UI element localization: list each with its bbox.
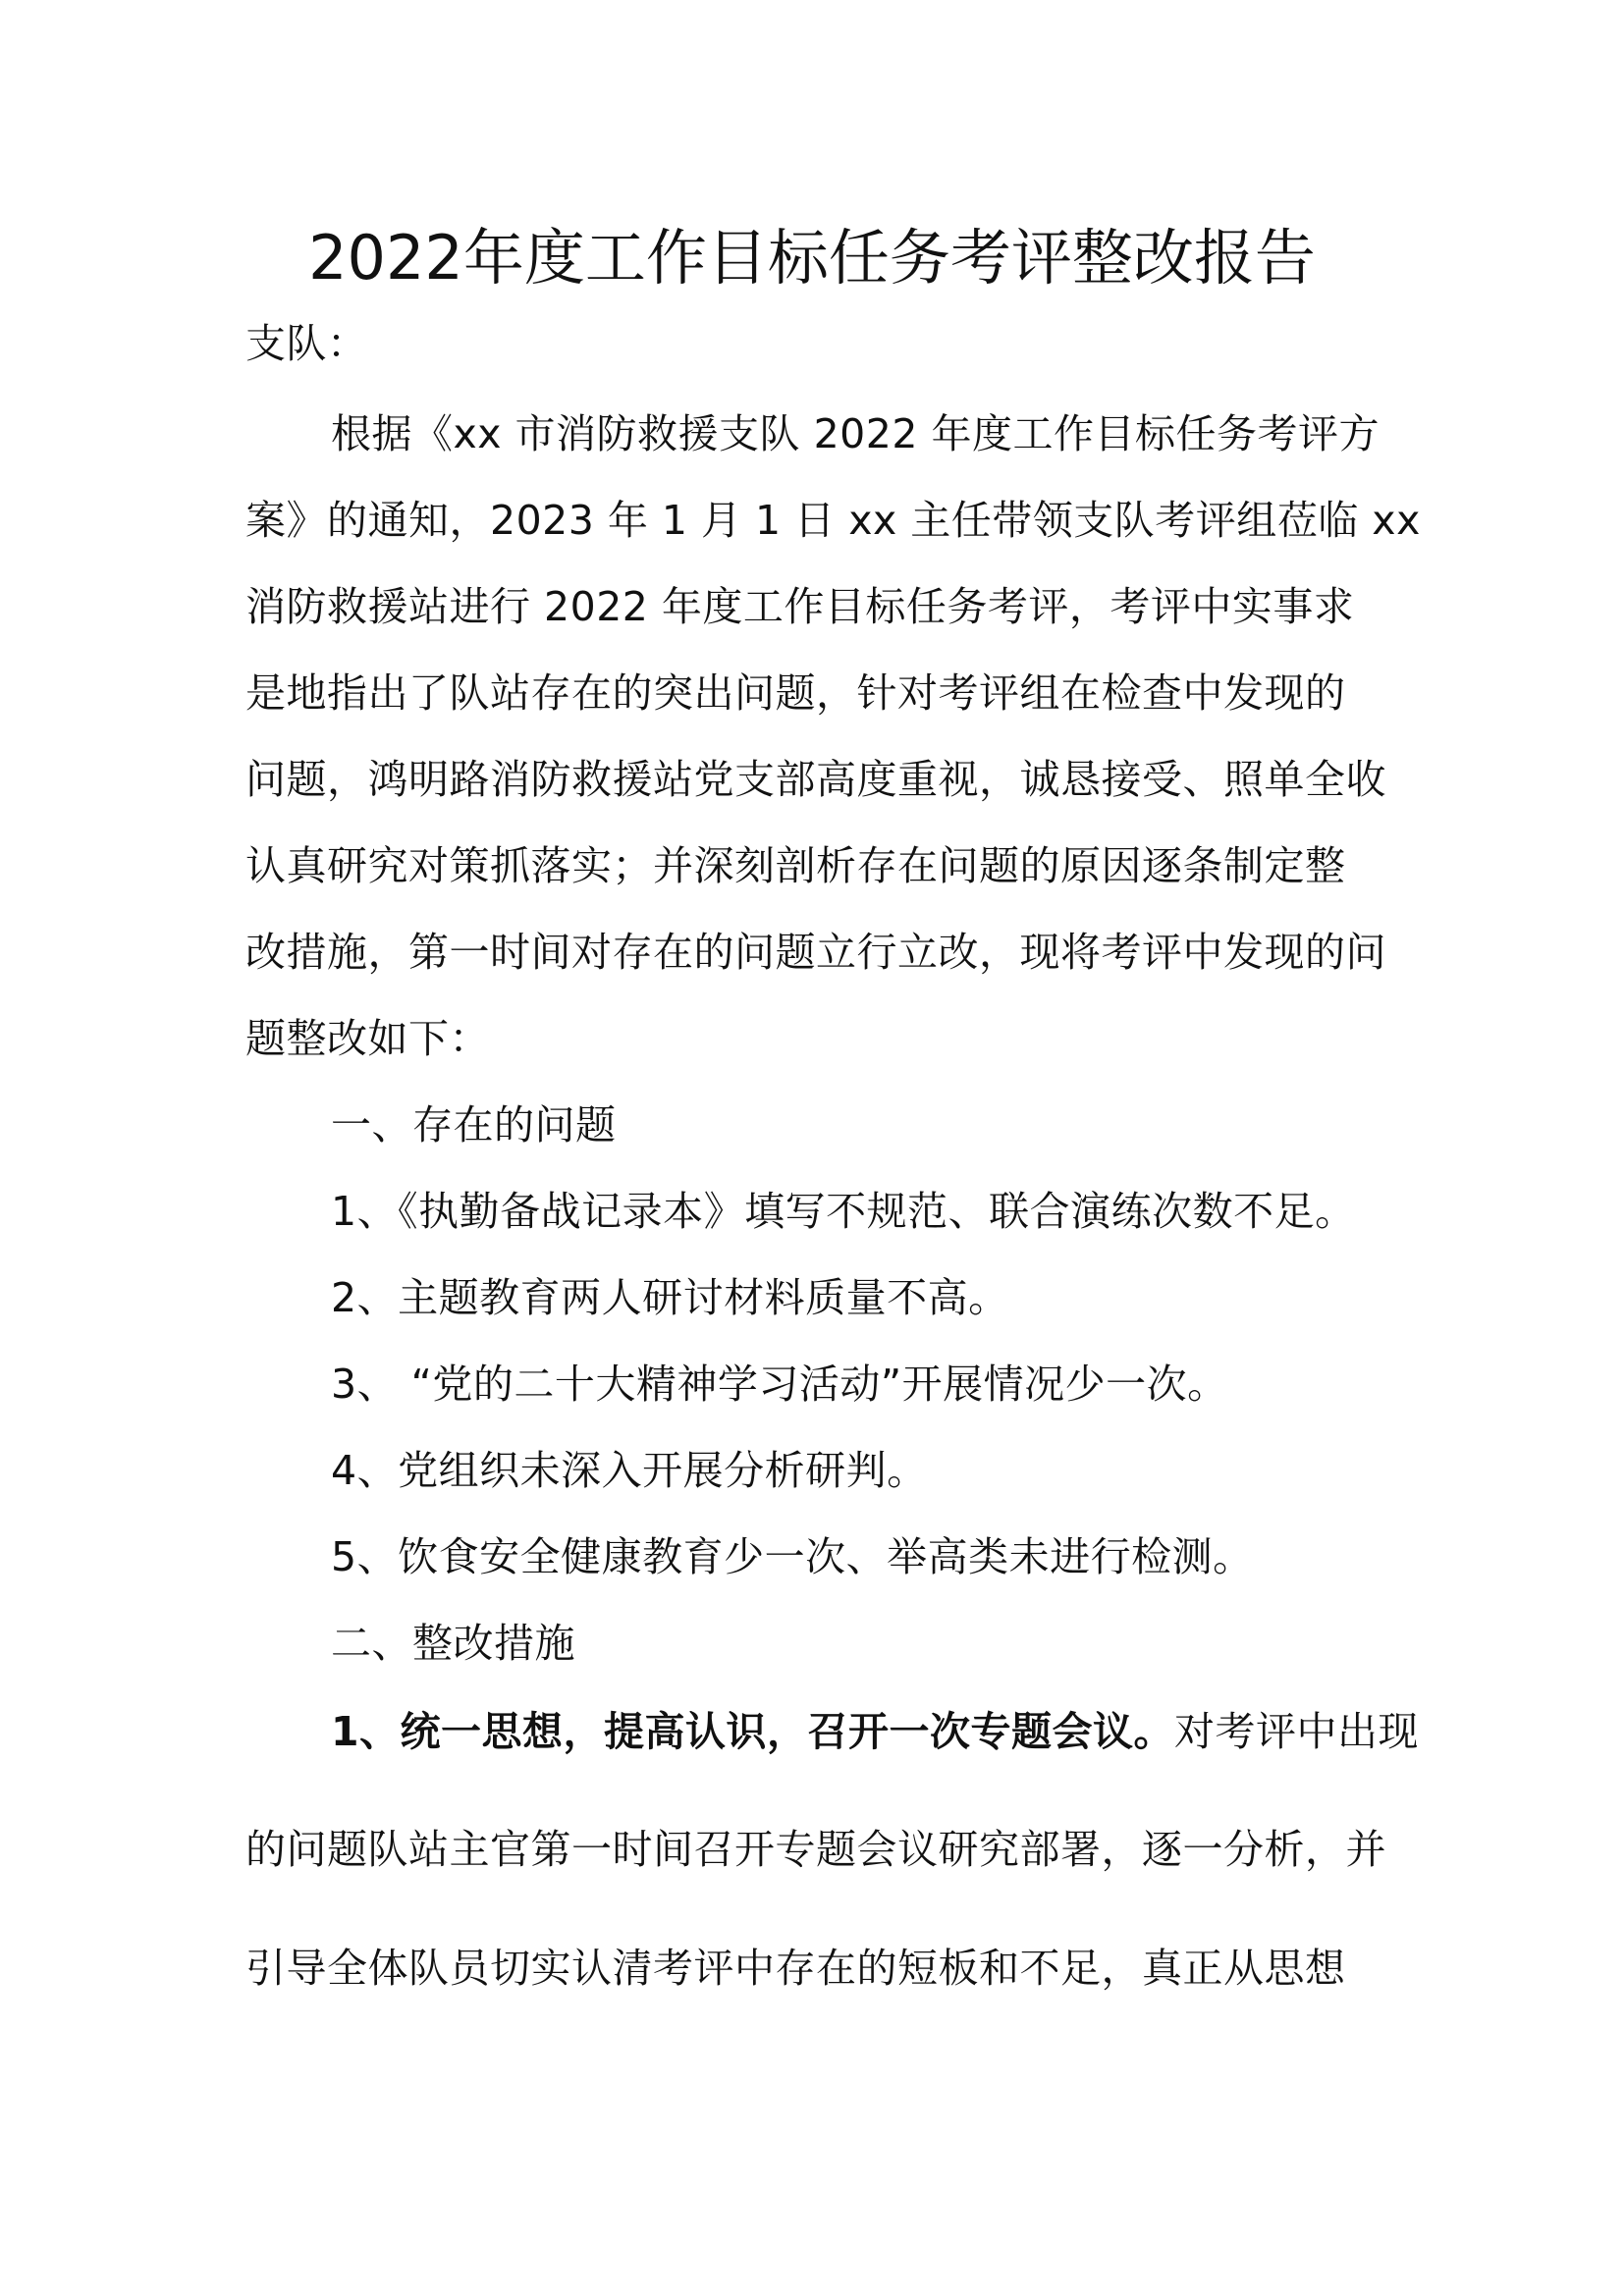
intro-line-2: 案》的通知，2023 年 1 月 1 日 xx 主任带领支队考评组莅临 xx	[245, 497, 1421, 544]
problem-item-1: 1、《执勤备战记录本》填写不规范、联合演练次数不足。	[331, 1188, 1356, 1235]
intro-line-8: 题整改如下：	[245, 1015, 490, 1062]
problem-item-3: 3、 “党的二十大精神学习活动”开展情况少一次。	[331, 1361, 1228, 1408]
document-title: 2022年度工作目标任务考评整改报告	[308, 222, 1316, 294]
measure-1-line-3: 引导全体队员切实认清考评中存在的短板和不足，真正从思想	[245, 1945, 1346, 1992]
intro-line-1: 根据《xx 市消防救援支队 2022 年度工作目标任务考评方	[331, 410, 1380, 457]
problem-item-2: 2、主题教育两人研讨材料质量不高。	[331, 1274, 1009, 1321]
measure-1-line-2: 的问题队站主官第一时间召开专题会议研究部署，逐一分析，并	[245, 1826, 1386, 1873]
intro-line-6: 认真研究对策抓落实；并深刻剖析存在问题的原因逐条制定整	[245, 842, 1346, 889]
section-heading-measures: 二、整改措施	[331, 1620, 575, 1667]
intro-line-7: 改措施，第一时间对存在的问题立行立改，现将考评中发现的问	[245, 929, 1386, 976]
problem-item-4: 4、党组织未深入开展分析研判。	[331, 1447, 928, 1494]
intro-line-4: 是地指出了队站存在的突出问题，针对考评组在检查中发现的	[245, 669, 1346, 717]
measure-1-first-line	[331, 1702, 1419, 1761]
section-heading-problems: 一、存在的问题	[331, 1101, 617, 1148]
intro-line-5: 问题，鸿明路消防救援站党支部高度重视，诚恳接受、照单全收	[245, 756, 1386, 803]
problem-item-5: 5、饮食安全健康教育少一次、举高类未进行检测。	[331, 1533, 1254, 1580]
intro-line-3: 消防救援站进行 2022 年度工作目标任务考评，考评中实事求	[245, 583, 1355, 630]
measure-1-text: 对考评中出现	[1174, 1708, 1420, 1755]
measure-1-heading: 1、统一思想，提高认识，召开一次专题会议。	[331, 1708, 1175, 1755]
salutation: 支队：	[245, 320, 368, 367]
